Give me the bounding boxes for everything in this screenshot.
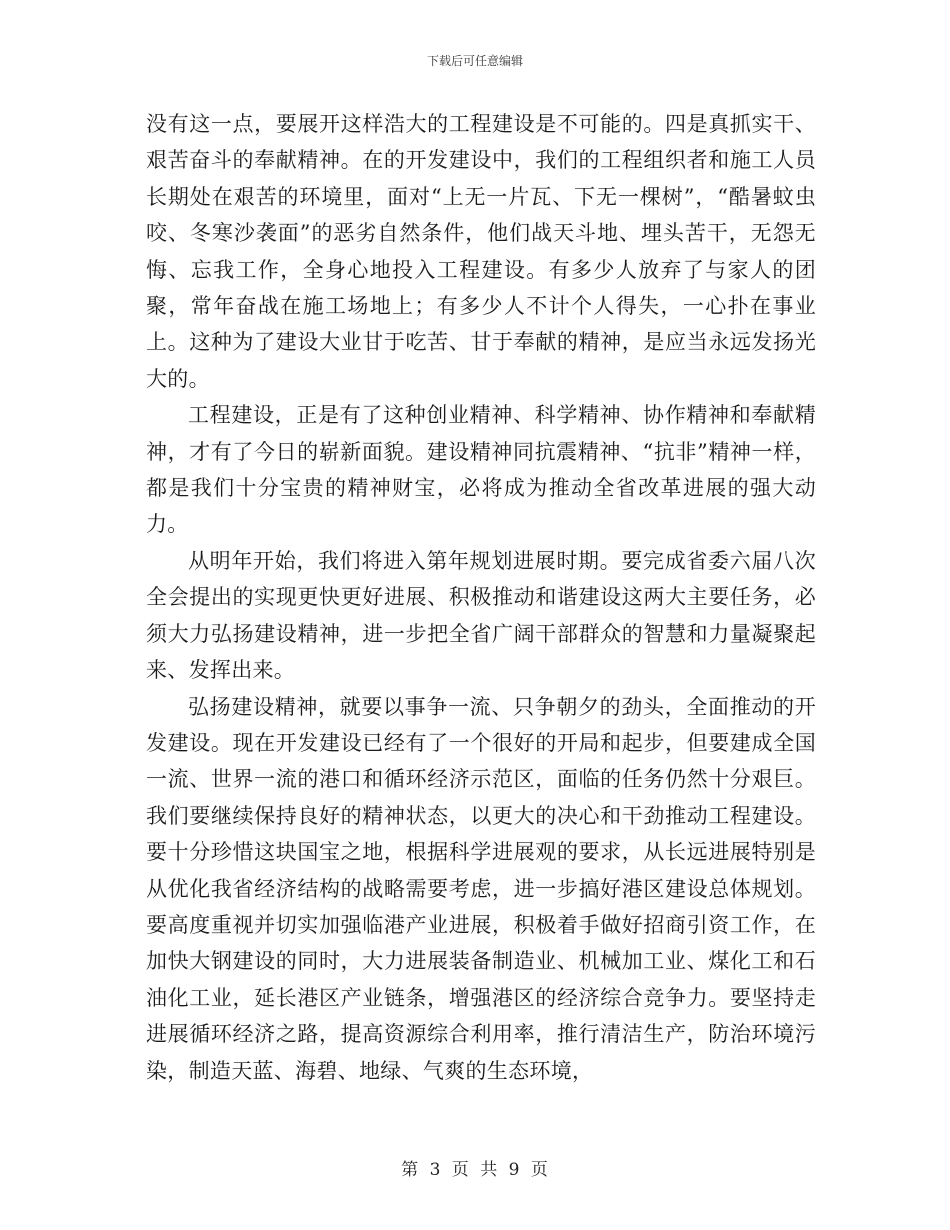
page-header: 下载后可任意编辑 — [426, 54, 523, 68]
paragraph-2: 工程建设，正是有了这种创业精神、科学精神、协作精神和奉献精神，才有了今日的崭新面貌。建设精神同抗震精神、“抗非”精神一样，都是我们十分宝贵的精神财宝，必将成为推动全省改革进展的强大动力。 — [146, 403, 816, 537]
paragraph-3: 从明年开始，我们将进入第年规划进展时期。要完成省委六届八次全会提出的实现更快更好进展、积极推动和谐建设这两大主要任务，必须大力弘扬建设精神，进一步把全省广阔干部群众的智慧和力量凝聚起来、发挥出来。 — [146, 548, 816, 683]
page-number-footer: 第 3 页 共 9 页 — [401, 1160, 549, 1180]
paragraph-1: 没有这一点，要展开这样浩大的工程建设是不可能的。四是真抓实干、艰苦奋斗的奉献精神。在的开发建设中，我们的工程组织者和施工人员长期处在艰苦的环境里，面对“上无一片瓦、下无一棵树”，“酷暑蚊虫咬、冬寒沙袭面”的恶劣自然条件，他们战天斗地、埋头苦干，无怨无悔、忘我工作，全身心地投入工程建设。有多少人放弃了与家人的团聚，常年奋战在施工场地上；有多少人不计个人得失，一心扑在事业上。这种为了建设大业甘于吃苦、甘于奉献的精神，是应当永远发扬光大的。 — [146, 112, 816, 391]
document-body — [146, 106, 816, 1089]
paragraph-4: 弘扬建设精神，就要以事争一流、只争朝夕的劲头，全面推动的开发建设。现在开发建设已经有了一个很好的开局和起步，但要建成全国一流、世界一流的港口和循环经济示范区，面临的任务仍然十分艰巨。我们要继续保持良好的精神状态，以更大的决心和干劲推动工程建设。要十分珍惜这块国宝之地，根据科学进展观的要求，从长远进展特别是从优化我省经济结构的战略需要考虑，进一步搞好港区建设总体规划。要高度重视并切实加强临港产业进展，积极着手做好招商引资工作，在加快大钢建设的同时，大力进展装备制造业、机械加工业、煤化工和石油化工业，延长港区产业链条，增强港区的经济综合竞争力。要坚持走进展循环经济之路，提高资源综合利用率，推行清洁生产，防治环境污染，制造天蓝、海碧、地绿、气爽的生态环境， — [146, 694, 816, 1083]
